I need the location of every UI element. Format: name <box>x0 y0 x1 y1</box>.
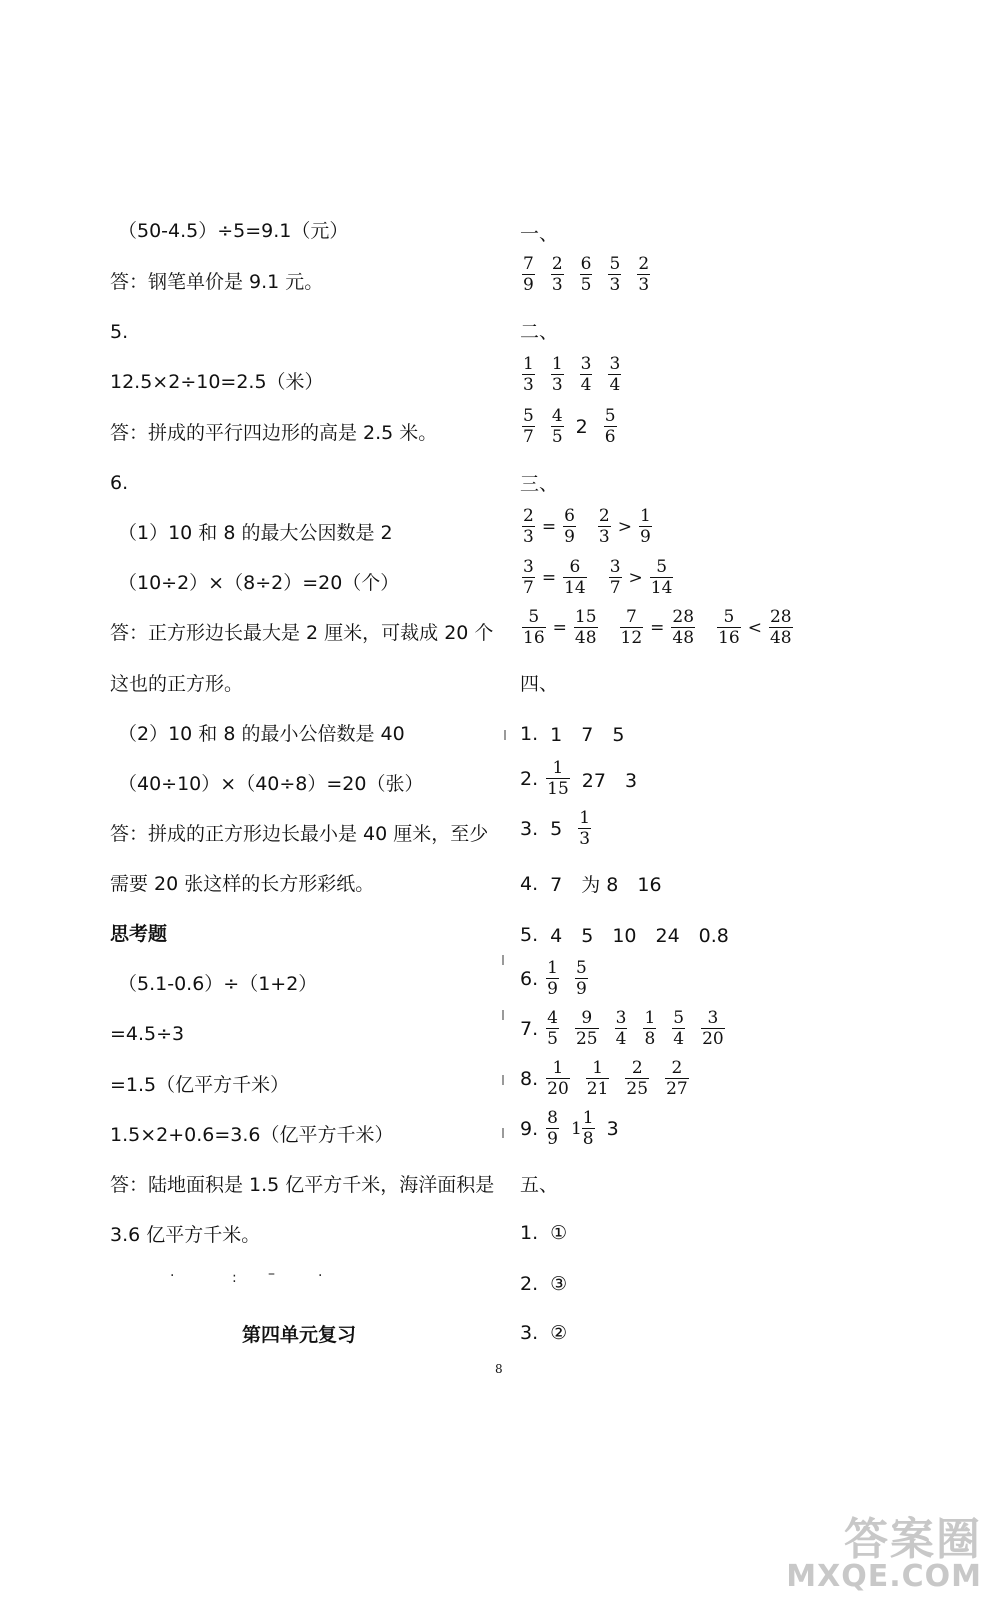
fraction-row <box>518 408 629 446</box>
operator: = <box>650 618 665 638</box>
fraction: $\frac{6}{14}$ <box>564 557 586 598</box>
section-heading: 三、 <box>520 473 559 495</box>
text-line: （50-4.5）÷5=9.1（元） <box>118 220 349 242</box>
fraction: $\frac{5}{9}$ <box>575 958 587 999</box>
section-heading: 四、 <box>520 673 559 695</box>
operator: < <box>747 618 762 638</box>
answer-row <box>520 960 600 998</box>
fraction: $\frac{3}{7}$ <box>523 557 534 598</box>
operator: > <box>617 517 632 537</box>
item-number: 8. <box>520 1068 539 1090</box>
text-line: 需要 20 张这样的长方形彩纸。 <box>110 873 375 895</box>
fraction: $\frac{1}{3}$ <box>579 808 591 849</box>
item-number: 5. <box>520 923 539 946</box>
answer-text: 5 <box>550 818 563 840</box>
answer-text: 27 3 <box>581 769 638 792</box>
fraction: $\frac{1}{15}$ <box>547 758 569 799</box>
scan-mark <box>502 1128 504 1138</box>
fraction: $\frac{5}{16}$ <box>523 607 545 648</box>
fraction: $\frac{6}{9}$ <box>564 506 575 547</box>
item-number: 3. <box>520 818 539 840</box>
fraction: $\frac{3}{4}$ <box>609 354 621 395</box>
answer-row <box>520 1010 737 1048</box>
section-heading: 五、 <box>520 1174 559 1196</box>
item-number: 7. <box>520 1018 539 1040</box>
answer-line: 答：钢笔单价是 9.1 元。 <box>110 271 324 293</box>
page-number: 8 <box>495 1362 503 1376</box>
operator: > <box>628 568 643 588</box>
fraction: $\frac{1}{8}$ <box>582 1108 594 1149</box>
answer-text: 1 7 5 <box>550 724 625 746</box>
fraction: $\frac{2}{27}$ <box>666 1058 688 1099</box>
scan-speck: · <box>318 1268 323 1284</box>
watermark-url: MXQE.COM <box>786 1559 982 1594</box>
fraction: $\frac{5}{6}$ <box>604 406 616 447</box>
problem-number: 5. <box>110 321 129 343</box>
fraction: $\frac{1}{9}$ <box>547 958 558 999</box>
answer-row <box>520 870 662 897</box>
answer-line: 答：拼成的正方形边长最小是 40 厘米，至少 <box>110 823 489 845</box>
text-line: （40÷10）×（40÷8）=20（张） <box>118 773 424 795</box>
fraction: $\frac{7}{12}$ <box>620 607 643 648</box>
scan-mark <box>502 955 504 965</box>
item-number: 2. <box>520 768 539 790</box>
answer-row <box>520 760 637 798</box>
text-line: （1）10 和 8 的最大公因数是 2 <box>118 522 393 544</box>
fraction: $\frac{5}{7}$ <box>523 406 534 447</box>
item-number: 4. <box>520 872 539 895</box>
choice-answer: ① <box>550 1222 568 1244</box>
operator: = <box>552 618 567 638</box>
fraction: $\frac{15}{48}$ <box>574 607 597 648</box>
scan-speck: · <box>170 1268 175 1284</box>
unit-title: 第四单元复习 <box>242 1324 357 1346</box>
operator: = <box>541 517 557 537</box>
section-heading: 一、 <box>520 223 559 245</box>
item-number: 1. <box>520 722 539 745</box>
item-number: 9. <box>520 1118 539 1140</box>
scan-speck: : <box>232 1270 237 1286</box>
fraction: $\frac{1}{3}$ <box>551 354 563 395</box>
section-heading: 二、 <box>520 321 559 343</box>
choice-answer: ③ <box>550 1273 568 1295</box>
operator: = <box>541 568 557 588</box>
fraction: $\frac{2}{3}$ <box>523 506 534 547</box>
fraction: $\frac{5}{4}$ <box>673 1008 685 1049</box>
mixed-number-integer: 1 <box>570 1119 582 1139</box>
fraction: $\frac{4}{5}$ <box>547 1008 558 1049</box>
item-number: 2. <box>520 1273 539 1295</box>
fraction: $\frac{28}{48}$ <box>672 607 695 648</box>
fraction: $\frac{2}{3}$ <box>551 254 563 295</box>
answer-row <box>520 1110 619 1148</box>
fraction: $\frac{2}{25}$ <box>626 1058 649 1099</box>
fraction: $\frac{6}{5}$ <box>580 254 592 295</box>
integer-answer: 2 <box>575 416 588 438</box>
answer-text: 4 5 10 24 0.8 <box>550 925 729 947</box>
fraction: $\frac{8}{9}$ <box>547 1108 558 1149</box>
text-line: 1.5×2+0.6=3.6（亿平方千米） <box>110 1124 394 1146</box>
fraction: $\frac{7}{9}$ <box>523 254 534 295</box>
fraction: $\frac{2}{3}$ <box>598 506 610 547</box>
fraction: $\frac{5}{16}$ <box>718 607 740 648</box>
comparison-row <box>518 508 656 546</box>
answer-line: 答：陆地面积是 1.5 亿平方千米，海洋面积是 <box>110 1174 495 1196</box>
fraction: $\frac{3}{4}$ <box>580 354 592 395</box>
answer-row <box>520 1222 567 1244</box>
fraction: $\frac{3}{4}$ <box>615 1008 627 1049</box>
fraction: $\frac{1}{3}$ <box>523 354 534 395</box>
fraction-row <box>518 256 662 294</box>
watermark-logo <box>786 1514 982 1594</box>
item-number: 6. <box>520 968 539 990</box>
comparison-row <box>518 609 797 647</box>
fraction: $\frac{1}{20}$ <box>547 1058 569 1099</box>
text-line: （2）10 和 8 的最小公倍数是 40 <box>118 723 405 745</box>
text-line: （10÷2）×（8÷2）=20（个） <box>118 572 400 594</box>
answer-text: 7 为 8 16 <box>550 874 662 896</box>
answer-row <box>520 921 729 948</box>
item-number: 1. <box>520 1222 539 1244</box>
fraction: $\frac{3}{20}$ <box>702 1008 724 1049</box>
fraction: $\frac{28}{48}$ <box>769 607 792 648</box>
text-line: 这也的正方形。 <box>110 673 244 695</box>
text-line: 3.6 亿平方千米。 <box>110 1224 261 1246</box>
scan-mark <box>502 1075 504 1085</box>
fraction: $\frac{1}{8}$ <box>644 1008 656 1049</box>
fraction: $\frac{1}{9}$ <box>639 506 651 547</box>
answer-row <box>520 1322 567 1344</box>
scan-mark <box>504 730 506 740</box>
section-title: 思考题 <box>110 923 168 945</box>
choice-answer: ② <box>550 1322 568 1344</box>
item-number: 3. <box>520 1322 539 1344</box>
answer-line: 答：正方形边长最大是 2 厘米，可裁成 20 个 <box>110 622 494 644</box>
answer-text: 3 <box>606 1118 619 1140</box>
fraction-row <box>518 356 633 394</box>
text-line: =1.5（亿平方千米） <box>110 1074 290 1096</box>
scan-speck: – <box>268 1266 275 1282</box>
problem-number: 6. <box>110 472 129 494</box>
answer-line: 答：拼成的平行四边形的高是 2.5 米。 <box>110 422 438 444</box>
text-line: （5.1-0.6）÷（1+2） <box>118 973 318 995</box>
answer-row <box>520 1060 701 1098</box>
watermark-text: 答案圈 <box>844 1514 982 1565</box>
text-line: =4.5÷3 <box>110 1023 185 1045</box>
fraction: $\frac{3}{7}$ <box>609 557 621 598</box>
comparison-row <box>518 559 677 597</box>
text-line: 12.5×2÷10=2.5（米） <box>110 371 324 393</box>
fraction: $\frac{4}{5}$ <box>551 406 563 447</box>
answer-row <box>520 720 624 747</box>
fraction: $\frac{5}{3}$ <box>609 254 621 295</box>
scan-mark <box>502 1010 504 1020</box>
fraction: $\frac{1}{21}$ <box>586 1058 609 1099</box>
answer-row <box>520 1273 567 1295</box>
answer-row <box>520 810 595 848</box>
fraction: $\frac{2}{3}$ <box>638 254 650 295</box>
fraction: $\frac{9}{25}$ <box>575 1008 598 1049</box>
fraction: $\frac{5}{14}$ <box>650 557 673 598</box>
